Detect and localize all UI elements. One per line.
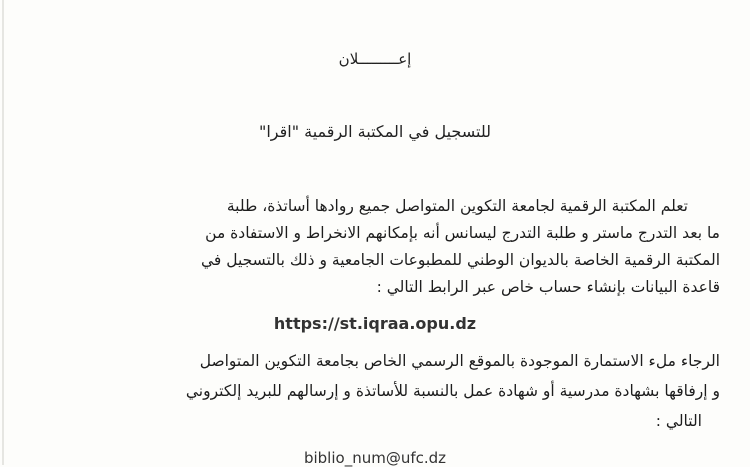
paragraph1-line-4: قاعدة البيانات بإنشاء حساب خاص عبر الرابط التالي : — [376, 278, 720, 296]
paragraph-registration-info — [30, 193, 720, 301]
paragraph2-line-1: الرجاء ملء الاستمارة الموجودة بالموقع الرسمي الخاص بجامعة التكوين المتواصل — [199, 352, 720, 370]
paragraph1-line-3: المكتبة الرقمية الخاصة بالديوان الوطني للمطبوعات الجامعية و ذلك بالتسجيل في — [200, 251, 720, 269]
paragraph-form-instructions — [30, 346, 720, 436]
paragraph2-line-3: التالي : — [655, 412, 702, 430]
paragraph1-line-1: تعلم المكتبة الرقمية لجامعة التكوين المتواصل جميع روادها أساتذة، طلبة — [226, 197, 688, 215]
paragraph1-line-2: ما بعد التدرج ماستر و طلبة التدرج ليسانس أنه بإمكانهم الانخراط و الاستفادة من — [205, 224, 720, 242]
announcement-subtitle: للتسجيل في المكتبة الرقمية "اقرا" — [258, 122, 492, 141]
registration-url-link[interactable]: https://st.iqraa.opu.dz — [273, 314, 477, 333]
contact-email-link[interactable]: biblio_num@ufc.dz — [303, 449, 447, 467]
scan-edge — [2, 0, 4, 465]
paragraph2-line-2: و إرفاقها بشهادة مدرسية أو شهادة عمل بالنسبة للأساتذة و إرسالهم للبريد إلكتروني — [185, 382, 720, 400]
announcement-title: إعـــــــــلان — [338, 50, 412, 68]
